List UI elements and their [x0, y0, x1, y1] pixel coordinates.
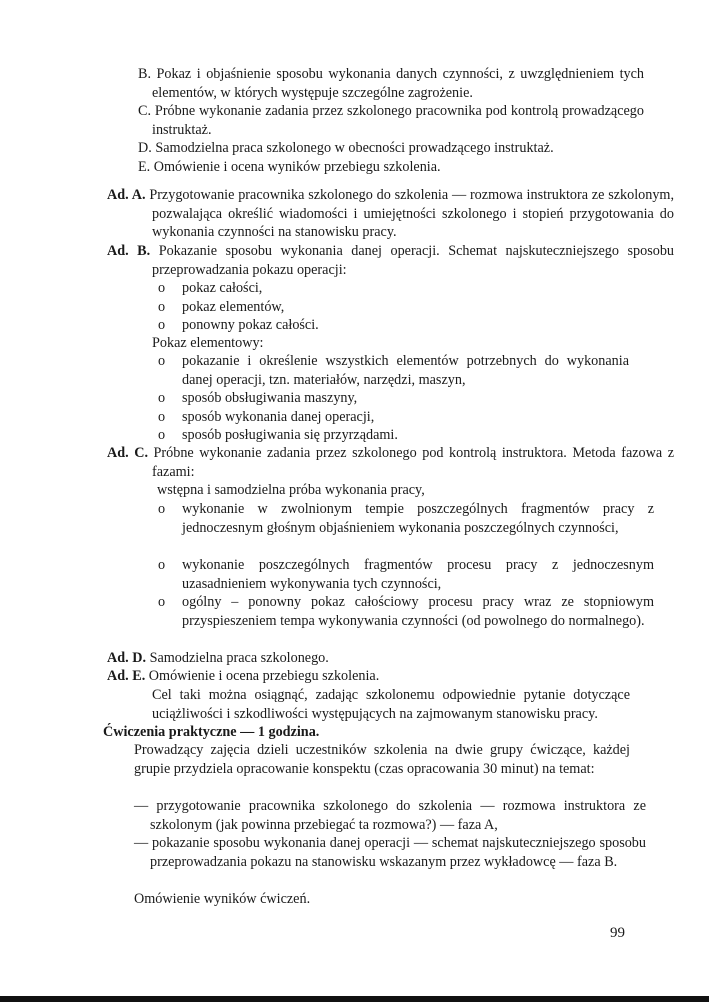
step-e: E. Omówienie i ocena wyników przebiegu szkolenia.: [138, 159, 441, 175]
bullet-icon: o: [158, 594, 166, 610]
bullet-icon: o: [158, 390, 166, 406]
section-ad-c: [107, 444, 674, 481]
step-b: B. Pokaz i objaśnienie sposobu wykonania danych czynności, z uwzględnieniem tych elementów, w których występuje szczególne zagrożenie.: [138, 66, 644, 101]
bullet-icon: o: [158, 409, 166, 425]
exercise-intro: Prowadzący zajęcia dzieli uczestników szkolenia na dwie grupy ćwiczące, każdej grupie przydziela opracowanie konspektu (czas opracowania 30 minut) na temat:: [134, 742, 630, 777]
step-d: D. Samodzielna praca szkolonego w obecności prowadzącego instruktaż.: [138, 140, 554, 156]
bullet-icon: o: [158, 280, 166, 296]
ad-e-note: Cel taki można osiągnąć, zadając szkolonemu odpowiednie pytanie dotyczące uciążliwości i szkodliwości występujących na zajmowanym stanowisku pracy.: [152, 687, 630, 722]
exercise-closing: Omówienie wyników ćwiczeń.: [134, 891, 311, 907]
ad-c-label: Ad. C.: [107, 445, 148, 461]
list-item: o sposób posługiwania się przyrządami.: [158, 427, 398, 443]
ad-d-label: Ad. D.: [107, 650, 147, 666]
section-ad-d: [107, 649, 629, 668]
ad-b-label: Ad. B.: [107, 243, 151, 259]
list-item: o sposób wykonania danej operacji,: [158, 409, 375, 425]
ad-c-text: Próbne wykonanie zadania przez szkolonego pod kontrolą instruktora. Metoda fazowa z fazami:: [152, 445, 674, 480]
section-ad-e: [107, 667, 629, 686]
ad-d-text: Samodzielna praca szkolonego.: [149, 650, 329, 666]
page-bottom-border: [0, 996, 709, 1002]
list-item: o sposób obsługiwania maszyny,: [158, 390, 358, 406]
exercise-item: — pokazanie sposobu wykonania danej operacji — schemat najskuteczniejszego sposobu przeprowadzania pokazu na stanowisku wskazanym przez wykładowcę — faza B.: [134, 835, 646, 870]
page-number: 99: [610, 925, 625, 941]
phase-intro: wstępna i samodzielna próba wykonania pracy,: [157, 482, 425, 498]
list-item: o ponowny pokaz całości.: [158, 317, 319, 333]
ad-b-text: Pokazanie sposobu wykonania danej operacji. Schemat najskuteczniejszego sposobu przeprowadzania pokazu operacji:: [152, 243, 675, 278]
bullet-icon: o: [158, 317, 166, 333]
exercise-heading: Ćwiczenia praktyczne — 1 godzina.: [103, 724, 320, 740]
ad-a-label: Ad. A.: [107, 187, 146, 203]
bullet-icon: o: [158, 299, 166, 315]
step-c: C. Próbne wykonanie zadania przez szkolonego pracownika pod kontrolą prowadzącego instruktaż.: [138, 103, 644, 138]
list-item: o ogólny – ponowny pokaz całościowy procesu pracy wraz ze stopniowym przyspieszeniem tempa wykonywania czynności (od powolnego do normalnego).: [158, 594, 654, 629]
bullet-icon: o: [158, 557, 166, 573]
ad-e-label: Ad. E.: [107, 668, 146, 684]
list-item: o pokaz elementów,: [158, 299, 285, 315]
bullet-icon: o: [158, 353, 166, 369]
sub-heading: Pokaz elementowy:: [152, 335, 264, 351]
list-item: o wykonanie w zwolnionym tempie poszczególnych fragmentów pracy z jednoczesnym głośnym objaśnieniem wykonania poszczególnych czynności,: [158, 501, 654, 536]
list-item: o wykonanie poszczególnych fragmentów procesu pracy z jednoczesnym uzasadnieniem wykonywania tych czynności,: [158, 557, 654, 592]
list-item: o pokazanie i określenie wszystkich elementów potrzebnych do wykonania danej operacji, tzn. materiałów, narzędzi, maszyn,: [158, 353, 629, 388]
section-ad-b: [107, 242, 674, 279]
ad-e-text: Omówienie i ocena przebiegu szkolenia.: [148, 668, 380, 684]
exercise-item: — przygotowanie pracownika szkolonego do szkolenia — rozmowa instruktora ze szkolonym (jak powinna przebiegać ta rozmowa?) — faza A,: [134, 798, 646, 833]
ad-a-text: Przygotowanie pracownika szkolonego do szkolenia — rozmowa instruktora ze szkolonym, pozwalająca określić wiadomości i umiejętności szkolonego i stopień przygotowania do wykonania czynności na stanowisku pracy.: [149, 187, 675, 241]
bullet-icon: o: [158, 427, 166, 443]
bullet-icon: o: [158, 501, 166, 517]
list-item: o pokaz całości,: [158, 280, 263, 296]
section-ad-a: [107, 186, 674, 242]
